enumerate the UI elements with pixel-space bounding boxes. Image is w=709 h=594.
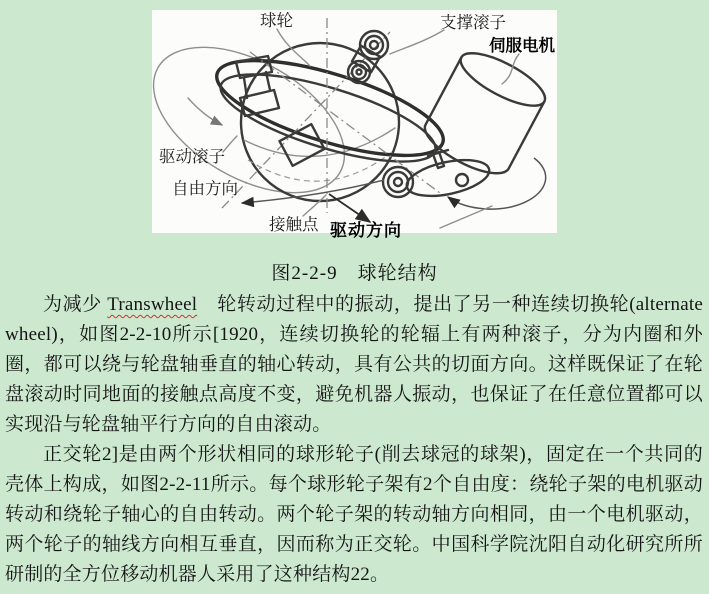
paragraph-1 (5, 290, 703, 440)
figure-caption: 图2-2-9 球轮结构 (271, 263, 438, 284)
bottom-roller (383, 167, 413, 197)
figure-sketch-svg (152, 10, 557, 233)
para1-prefix: 为减少 (43, 294, 108, 315)
figure-label-ball-wheel: 球轮 (260, 11, 293, 30)
figure-label-contact-point: 接触点 (269, 215, 319, 233)
paragraph-2 (5, 440, 703, 590)
sphere-interior-arcs (244, 128, 395, 181)
figure-label-drive-roller: 驱动滚子 (159, 147, 225, 166)
spellcheck-word: Transwheel (107, 294, 198, 315)
figure-label-servo-motor: 伺服电机 (489, 36, 555, 55)
figure-label-free-direction: 自由方向 (172, 179, 238, 198)
rotation-arrow (448, 158, 546, 209)
body-text (0, 290, 709, 590)
figure-label-support-roller: 支撑滚子 (440, 13, 506, 32)
figure-label-drive-direction: 驱动方向 (330, 221, 402, 240)
drive-roller-bracket (236, 56, 279, 116)
ball-wheel-figure (152, 10, 557, 240)
para1-rest: 轮转动过程中的振动，提出了另一种连续切换轮(alternate wheel)，如图2-2-10所示[1920，连续切换轮的轮辐上有两种滚子，分为内圈和外圈，都可以绕与轮盘轴垂直的轴心转动，具有公共的切面方向。这样既保证了在轮盘滚动时同地面的接触点高度不变，避免机器人振动，也保证了在任意位置都可以实现沿与轮盘轴平行方向的自由滚动。 (5, 294, 703, 435)
para2-text: 正交轮2]是由两个形状相同的球形轮子(削去球冠的球架)，固定在一个共同的壳体上构成，如图2-2-11所示。每个球形轮子架有2个自由度：绕轮子架的电机驱动转动和绕轮子轴心的自由转动。两个轮子架的转动轴方向相同，由一个电机驱动，两个轮子的轴线方向相互垂直，因而称为正交轮。中国科学院沈阳自动化研究所所研制的全方位移动机器人采用了这种结构22。 (5, 444, 703, 585)
support-rollers (348, 31, 388, 83)
